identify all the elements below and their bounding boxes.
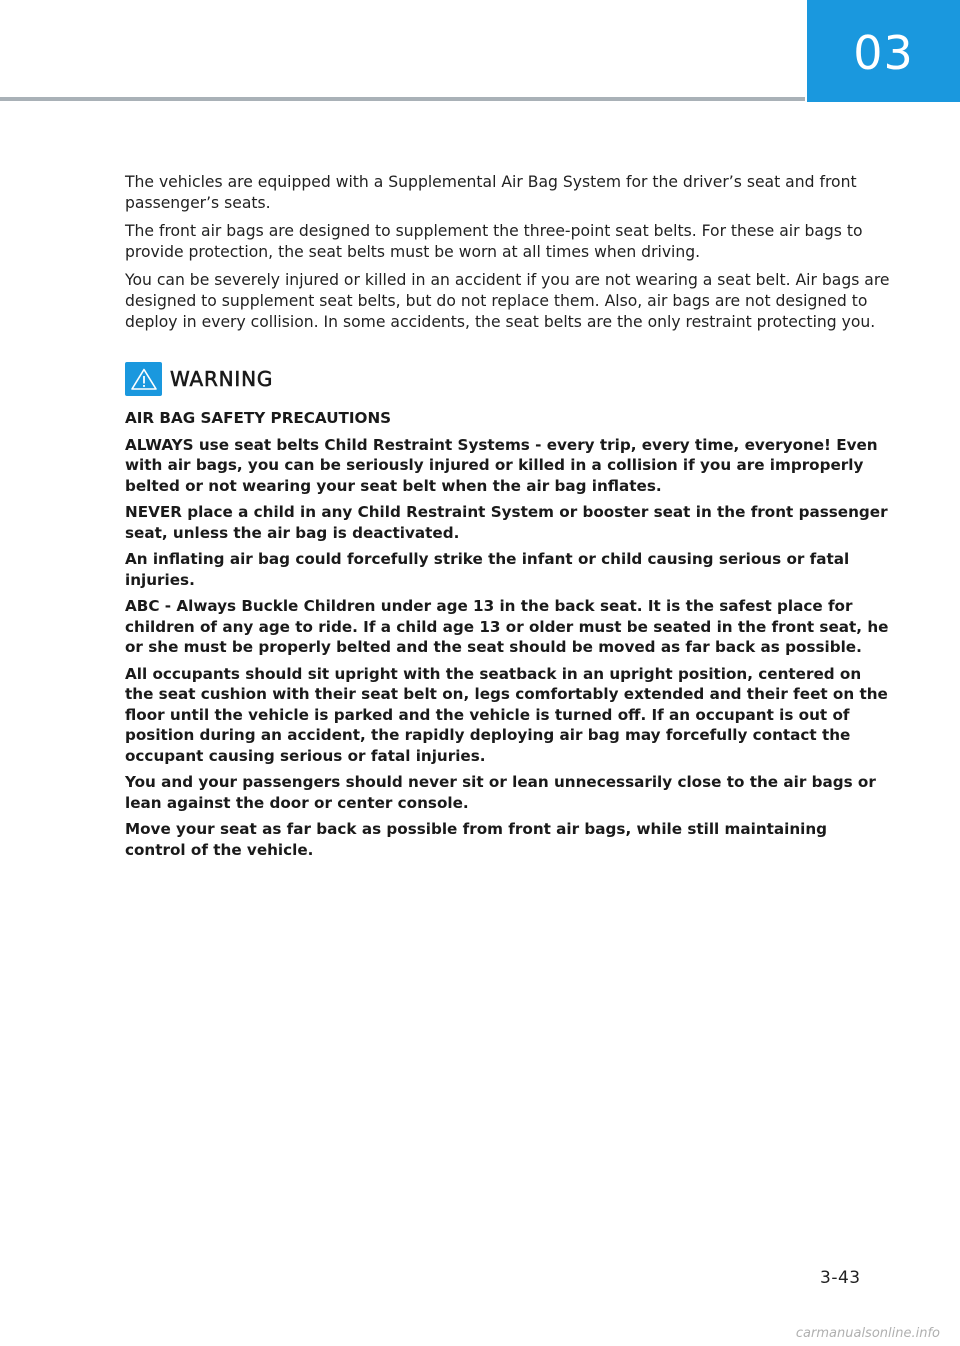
warning-paragraph: ALWAYS use seat belts Child Restraint Systems - every trip, every time, everyone! Even with air bags, you can be seriously injured or killed in a collision if you are improperly belted or not wearing your seat belt when the air bag inflates. <box>125 435 878 495</box>
page-content <box>125 172 890 866</box>
chapter-number: 03 <box>853 26 914 80</box>
warning-paragraph: Move your seat as far back as possible from front air bags, while still maintaining control of the vehicle. <box>125 820 828 859</box>
intro-paragraph: You can be severely injured or killed in an accident if you are not wearing a seat belt. Air bags are designed to supplement seat belts, but do not replace them. Also, air bags are not designed to deploy in every collision. In some accidents, the seat belts are the only restraint protecting you. <box>125 271 890 331</box>
watermark: carmanualsonline.info <box>795 1326 940 1341</box>
header-rule <box>0 97 805 101</box>
warning-triangle-icon <box>125 362 162 396</box>
warning-paragraph: An inflating air bag could forcefully strike the infant or child causing serious or fatal injuries. <box>125 550 850 589</box>
warning-paragraph: All occupants should sit upright with the seatback in an upright position, centered on the seat cushion with their seat belt on, legs comfortably extended and their feet on the floor until the vehicle is parked and the vehicle is turned off. If an occupant is out of position during an accident, the rapidly deploying air bag may forcefully contact the occupant causing serious or fatal injuries. <box>125 664 888 765</box>
warning-paragraph: AIR BAG SAFETY PRECAUTIONS <box>125 409 392 427</box>
warning-heading <box>125 362 890 396</box>
page-number: 3-43 <box>820 1268 861 1288</box>
warning-title: WARNING <box>170 367 274 391</box>
intro-section <box>125 172 890 333</box>
warning-paragraph: You and your passengers should never sit or lean unnecessarily close to the air bags or lean against the door or center console. <box>125 773 876 812</box>
warning-body <box>125 408 890 860</box>
warning-paragraph: ABC - Always Buckle Children under age 13 in the back seat. It is the safest place for children of any age to ride. If a child age 13 or older must be seated in the front seat, he or she must be properly belted and the seat should be moved as far back as possible. <box>125 597 889 656</box>
warning-paragraph: NEVER place a child in any Child Restraint System or booster seat in the front passenger seat, unless the air bag is deactivated. <box>125 503 888 542</box>
intro-paragraph: The vehicles are equipped with a Supplemental Air Bag System for the driver’s seat and front passenger’s seats. <box>125 173 857 212</box>
chapter-tab <box>807 0 960 102</box>
intro-paragraph: The front air bags are designed to supplement the three-point seat belts. For these air bags to provide protection, the seat belts must be worn at all times when driving. <box>125 222 863 261</box>
